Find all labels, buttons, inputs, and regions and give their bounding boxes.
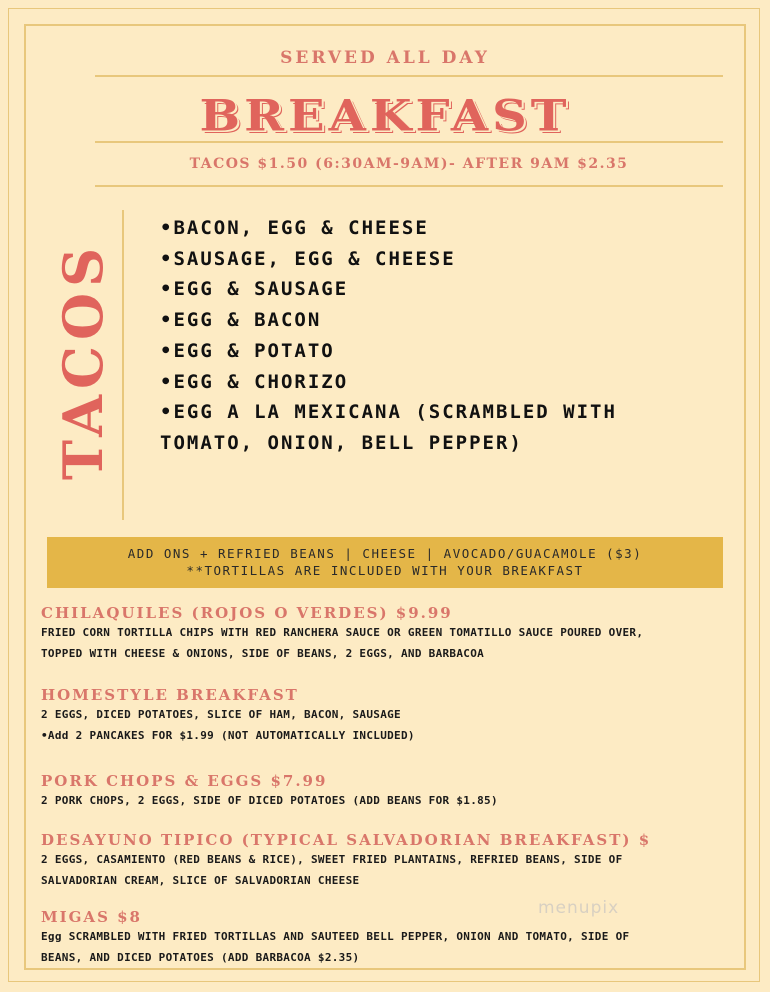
menu-item-title: DESAYUNO TIPICO (TYPICAL SALVADORIAN BREAKFAST) $ <box>41 831 652 849</box>
taco-item: •SAUSAGE, EGG & CHEESE <box>160 247 456 270</box>
menu-item-desayuno-tipico <box>41 831 741 891</box>
addons-line: ADD ONS + REFRIED BEANS | CHEESE | AVOCADO/GUACAMOLE ($3) <box>127 546 643 561</box>
menu-item-title: MIGAS $8 <box>41 908 142 926</box>
addons-banner <box>47 537 723 588</box>
tacos-vertical-divider <box>122 210 124 520</box>
menu-item-description: 2 PORK CHOPS, 2 EGGS, SIDE OF DICED POTATOES (ADD BEANS FOR $1.85) <box>41 794 498 807</box>
watermark: menupix <box>538 898 620 918</box>
menu-item-title: PORK CHOPS & EGGS $7.99 <box>41 772 328 790</box>
menu-item-title: CHILAQUILES (ROJOS O VERDES) $9.99 <box>41 604 453 622</box>
menu-item-description: Egg SCRAMBLED WITH FRIED TORTILLAS AND SAUTEED BELL PEPPER, ONION AND TOMATO, SIDE OF BEANS, AND DICED POTATOES (ADD BARBACOA $2.35) <box>41 930 630 964</box>
menu-item-description: FRIED CORN TORTILLA CHIPS WITH RED RANCHERA SAUCE OR GREEN TOMATILLO SAUCE POURED OVER, TOPPED WITH CHEESE & ONIONS, SIDE OF BEANS, 2 EGGS, AND BARBACOA <box>41 626 644 660</box>
taco-pricing: TACOS $1.50 (6:30AM-9AM)- AFTER 9AM $2.35 <box>189 156 629 172</box>
taco-item: •EGG & POTATO <box>160 339 335 362</box>
menu-item-migas <box>41 908 741 968</box>
taco-list <box>160 213 660 459</box>
taco-item: •EGG & CHORIZO <box>160 370 349 393</box>
divider-under-pricing <box>95 185 723 187</box>
menu-item-pork-chops <box>41 772 741 811</box>
divider-under-title <box>95 141 723 143</box>
menu-item-description: 2 EGGS, CASAMIENTO (RED BEANS & RICE), SWEET FRIED PLANTAINS, REFRIED BEANS, SIDE OF SALVADORIAN CREAM, SLICE OF SALVADORIAN CHEESE <box>41 853 623 887</box>
menu-item-title: HOMESTYLE BREAKFAST <box>41 686 299 704</box>
taco-item: •EGG & BACON <box>160 309 322 332</box>
served-all-day-label: SERVED ALL DAY <box>280 48 490 68</box>
page-title: BREAKFAST <box>199 90 571 142</box>
tortillas-note: **TORTILLAS ARE INCLUDED WITH YOUR BREAKFAST <box>186 563 584 578</box>
taco-item: •BACON, EGG & CHEESE <box>160 217 429 239</box>
taco-item: •EGG A LA MEXICANA (SCRAMBLED WITH TOMATO, ONION, BELL PEPPER) <box>160 401 631 454</box>
menu-item-description: 2 EGGS, DICED POTATOES, SLICE OF HAM, BACON, SAUSAGE •Add 2 PANCAKES FOR $1.99 (NOT AUTOMATICALLY INCLUDED) <box>41 708 415 742</box>
menu-item-homestyle <box>41 686 741 746</box>
menu-item-chilaquiles <box>41 604 741 664</box>
divider-top <box>95 75 723 77</box>
tacos-section-label <box>51 200 115 522</box>
tacos-vertical-text: TACOS <box>51 241 115 481</box>
taco-item: •EGG & SAUSAGE <box>160 278 349 301</box>
